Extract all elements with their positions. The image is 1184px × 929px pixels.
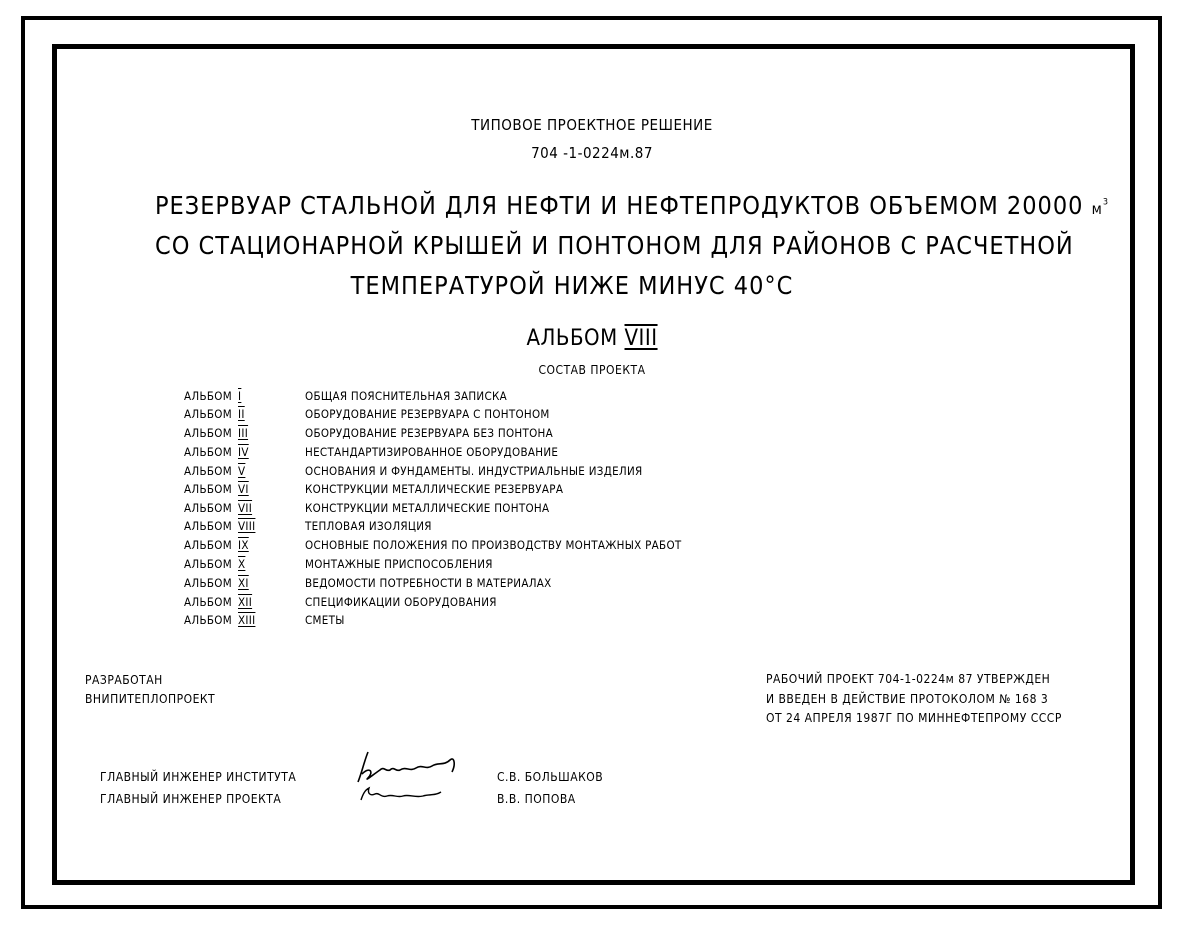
contents-item-title: ОБЩАЯ ПОЯСНИТЕЛЬНАЯ ЗАПИСКА bbox=[305, 389, 508, 403]
contents-item-number: III bbox=[238, 426, 249, 440]
contents-item-number: IX bbox=[238, 538, 249, 552]
contents-item-label: АЛЬБОМ bbox=[184, 538, 232, 552]
signature-role-chief-engineer-institute: ГЛАВНЫЙ ИНЖЕНЕР ИНСТИТУТА bbox=[100, 770, 297, 784]
contents-item-number: II bbox=[238, 407, 245, 421]
contents-item-label: АЛЬБОМ bbox=[184, 407, 232, 421]
contents-item-number: VI bbox=[238, 482, 249, 496]
contents-item-title: НЕСТАНДАРТИЗИРОВАННОЕ ОБОРУДОВАНИЕ bbox=[305, 445, 559, 459]
contents-item-number: XIII bbox=[238, 613, 256, 627]
contents-item-title: ОСНОВАНИЯ И ФУНДАМЕНТЫ. ИНДУСТРИАЛЬНЫЕ ИЗДЕЛИЯ bbox=[305, 464, 643, 478]
contents-item-title: СМЕТЫ bbox=[305, 613, 345, 627]
contents-item-label: АЛЬБОМ bbox=[184, 576, 232, 590]
approval-line-2: И ВВЕДЕН В ДЕЙСТВИЕ ПРОТОКОЛОМ № 168 3 bbox=[766, 692, 1049, 706]
contents-item-label: АЛЬБОМ bbox=[184, 613, 232, 627]
contents-item-title: МОНТАЖНЫЕ ПРИСПОСОБЛЕНИЯ bbox=[305, 557, 493, 571]
album-heading bbox=[0, 328, 1184, 350]
approval-line-1: РАБОЧИЙ ПРОЕКТ 704-1-0224м 87 УТВЕРЖДЕН bbox=[766, 672, 1051, 686]
contents-item-number: VIII bbox=[238, 519, 256, 533]
contents-item-number: VII bbox=[238, 501, 253, 515]
contents-item-title: КОНСТРУКЦИИ МЕТАЛЛИЧЕСКИЕ РЕЗЕРВУАРА bbox=[305, 482, 564, 496]
contents-item-number: IV bbox=[238, 445, 249, 459]
contents-item-title: ТЕПЛОВАЯ ИЗОЛЯЦИЯ bbox=[305, 519, 432, 533]
header-type-label: ТИПОВОЕ ПРОЕКТНОЕ РЕШЕНИЕ bbox=[471, 116, 713, 134]
title-unit-superscript: 3 bbox=[1102, 197, 1109, 208]
title-line-3: ТЕМПЕРАТУРОЙ НИЖЕ МИНУС 40°С bbox=[350, 271, 794, 300]
contents-item-label: АЛЬБОМ bbox=[184, 445, 232, 459]
title-line-1-text: РЕЗЕРВУАР СТАЛЬНОЙ ДЛЯ НЕФТИ И НЕФТЕПРОДУКТОВ ОБЪЕМОМ 20000 bbox=[155, 191, 1084, 220]
contents-item-title: ОБОРУДОВАНИЕ РЕЗЕРВУАРА С ПОНТОНОМ bbox=[305, 407, 550, 421]
contents-item-number: X bbox=[238, 557, 246, 571]
signature-name-1: С.В. БОЛЬШАКОВ bbox=[497, 770, 604, 784]
title-unit: м bbox=[1091, 200, 1103, 218]
contents-item-label: АЛЬБОМ bbox=[184, 595, 232, 609]
contents-item-label: АЛЬБОМ bbox=[184, 519, 232, 533]
contents-item-number: XII bbox=[238, 595, 253, 609]
header-project-number: 704 -1-0224м.87 bbox=[531, 144, 653, 162]
developer-label: РАЗРАБОТАН bbox=[85, 673, 163, 687]
developer-organization: ВНИПИТЕПЛОПРОЕКТ bbox=[85, 692, 216, 706]
contents-item-title: ВЕДОМОСТИ ПОТРЕБНОСТИ В МАТЕРИАЛАХ bbox=[305, 576, 552, 590]
contents-item-label: АЛЬБОМ bbox=[184, 482, 232, 496]
contents-item-label: АЛЬБОМ bbox=[184, 426, 232, 440]
contents-item-title: КОНСТРУКЦИИ МЕТАЛЛИЧЕСКИЕ ПОНТОНА bbox=[305, 501, 550, 515]
contents-item-label: АЛЬБОМ bbox=[184, 389, 232, 403]
title-line-1 bbox=[155, 193, 1109, 218]
title-line-2: СО СТАЦИОНАРНОЙ КРЫШЕЙ И ПОНТОНОМ ДЛЯ РАЙОНОВ С РАСЧЕТНОЙ bbox=[155, 231, 1074, 260]
signature-role-chief-engineer-project: ГЛАВНЫЙ ИНЖЕНЕР ПРОЕКТА bbox=[100, 792, 282, 806]
contents-item-title: ОБОРУДОВАНИЕ РЕЗЕРВУАРА БЕЗ ПОНТОНА bbox=[305, 426, 554, 440]
approval-line-3: ОТ 24 АПРЕЛЯ 1987Г ПО МИННЕФТЕПРОМУ СССР bbox=[766, 711, 1062, 725]
contents-item-number: V bbox=[238, 464, 246, 478]
contents-item-title: СПЕЦИФИКАЦИИ ОБОРУДОВАНИЯ bbox=[305, 595, 497, 609]
signature-name-2: В.В. ПОПОВА bbox=[497, 792, 576, 806]
contents-item-number: XI bbox=[238, 576, 249, 590]
handwritten-signature-2 bbox=[357, 782, 447, 806]
album-heading-number: VIII bbox=[624, 326, 658, 351]
contents-item-number: I bbox=[238, 389, 242, 403]
contents-item-label: АЛЬБОМ bbox=[184, 464, 232, 478]
contents-item-label: АЛЬБОМ bbox=[184, 557, 232, 571]
contents-item-title: ОСНОВНЫЕ ПОЛОЖЕНИЯ ПО ПРОИЗВОДСТВУ МОНТАЖНЫХ РАБОТ bbox=[305, 538, 682, 552]
album-heading-label: АЛЬБОМ bbox=[526, 326, 618, 351]
contents-item-label: АЛЬБОМ bbox=[184, 501, 232, 515]
contents-heading: СОСТАВ ПРОЕКТА bbox=[538, 363, 646, 377]
